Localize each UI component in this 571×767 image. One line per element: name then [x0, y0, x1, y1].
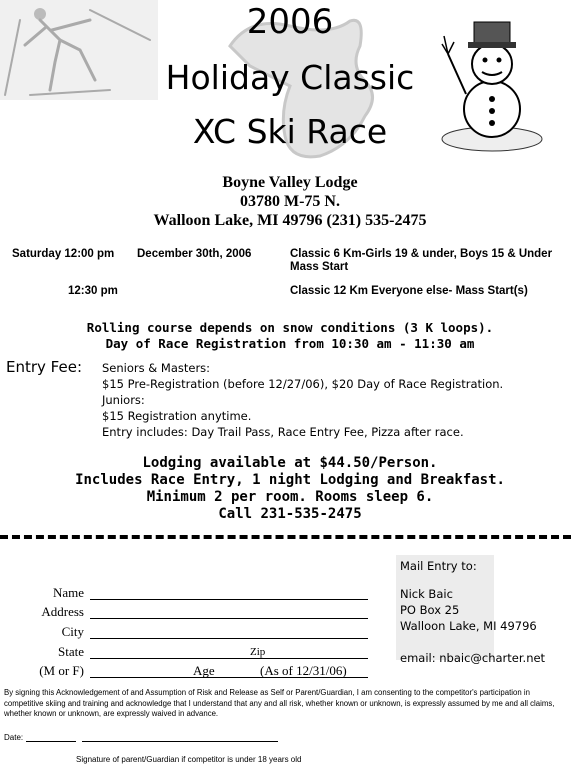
sex-age-field[interactable] — [90, 677, 368, 678]
signature-field[interactable] — [82, 741, 278, 742]
schedule-event-1b: Mass Start — [290, 261, 349, 273]
registration-hours: Day of Race Registration from 10:30 am - 11:30 am — [105, 336, 475, 351]
zip-label: Zip — [250, 646, 266, 658]
liability-waiver-text: By signing this Acknowledgement of and Assumption of Risk and Release as Self or Parent/Guardian, I am consenting to the competitor's participation in competitive skiing and training and acknowledge that I understand that any and all risk, whether known or unknown, is expressly assumed by me and all claims, whether known or unknown, are expressly waived in advance. — [4, 688, 555, 718]
name-field[interactable] — [90, 599, 368, 600]
schedule-time-1: Saturday 12:00 pm — [12, 248, 115, 260]
title-year: 2006 — [246, 2, 334, 42]
entry-fee-label: Entry Fee: — [6, 358, 82, 376]
title-line-2: XC Ski Race — [192, 112, 388, 151]
course-info: Rolling course depends on snow conditions (3 K loops). — [86, 320, 494, 335]
title-line-1: Holiday Classic — [165, 58, 415, 97]
age-note: (As of 12/31/06) — [260, 663, 347, 678]
venue-name: Boyne Valley Lodge — [222, 174, 358, 191]
state-zip-field[interactable] — [90, 658, 368, 659]
contact-email: email: nbaic@charter.net — [400, 651, 546, 665]
skier-illustration — [0, 0, 158, 100]
snowman-illustration — [440, 14, 550, 164]
city-field[interactable] — [90, 638, 368, 639]
schedule-event-2: Classic 12 Km Everyone else- Mass Start(s) — [290, 285, 528, 297]
name-label: Name — [52, 585, 84, 600]
address-label: Address — [41, 604, 84, 619]
lodging-line: Call 231-535-2475 — [218, 506, 362, 522]
mail-box-line: PO Box 25 — [400, 603, 460, 617]
city-label: City — [61, 624, 84, 639]
venue-address: 03780 M-75 N. — [240, 193, 340, 210]
schedule-time-2: 12:30 pm — [68, 285, 118, 297]
fee-line: $15 Pre-Registration (before 12/27/06), $20 Day of Race Registration. — [102, 377, 504, 391]
lodging-line: Includes Race Entry, 1 night Lodging and Breakfast. — [75, 472, 505, 488]
fee-line: $15 Registration anytime. — [102, 409, 252, 423]
lodging-line: Minimum 2 per room. Rooms sleep 6. — [146, 489, 434, 505]
mail-city: Walloon Lake, MI 49796 — [400, 619, 537, 633]
fee-line: Seniors & Masters: — [102, 361, 211, 375]
schedule-date-1: December 30th, 2006 — [137, 248, 252, 260]
venue-city-phone: Walloon Lake, MI 49796 (231) 535-2475 — [153, 212, 427, 229]
mail-name: Nick Baic — [400, 587, 453, 601]
date-field[interactable] — [26, 741, 76, 742]
signature-caption: Signature of parent/Guardian if competitor is under 18 years old — [76, 755, 302, 764]
address-field[interactable] — [90, 618, 368, 619]
schedule-event-1: Classic 6 Km-Girls 19 & under, Boys 15 & Under — [290, 248, 553, 260]
state-label: State — [58, 644, 84, 659]
fee-line: Entry includes: Day Trail Pass, Race Entry Fee, Pizza after race. — [102, 425, 464, 439]
age-label: Age — [193, 663, 215, 678]
cut-line — [0, 535, 571, 539]
lodging-line: Lodging available at $44.50/Person. — [142, 455, 438, 471]
mail-heading: Mail Entry to: — [400, 559, 477, 573]
date-label: Date: — [4, 733, 24, 742]
sex-label: (M or F) — [39, 663, 84, 678]
fee-line: Juniors: — [102, 393, 145, 407]
